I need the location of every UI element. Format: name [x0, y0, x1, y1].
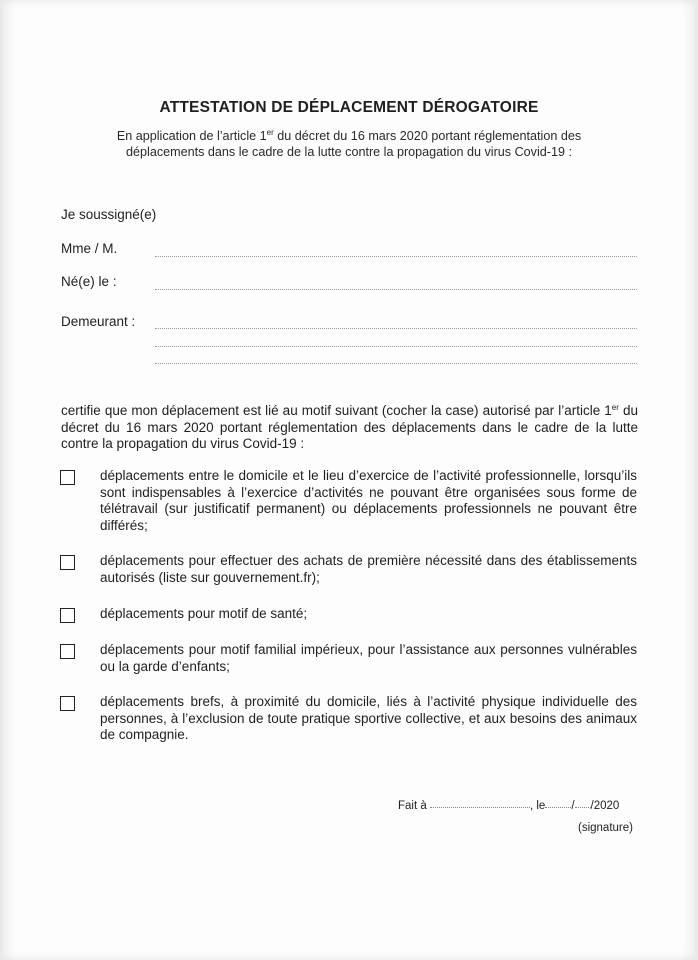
address-field-line-1[interactable] [155, 328, 637, 329]
year-value: /2020 [590, 800, 620, 812]
reason-checkbox-shopping[interactable] [60, 555, 75, 570]
subtitle-line-2: déplacements dans le cadre de la lutte contre la propagation du virus Covid-19 : [126, 145, 572, 159]
birth-date-label: Né(e) le : [61, 274, 117, 289]
certification-intro-end: du décret du 16 mars 2020 portant réglementation des déplacements dans le cadre de la lutte contre la propagation du virus Covid-19 : [61, 403, 638, 451]
document-title: ATTESTATION DE DÉPLACEMENT DÉROGATOIRE [159, 99, 539, 116]
undersigned-label: Je soussigné(e) [61, 207, 157, 222]
month-field[interactable] [575, 807, 591, 808]
reason-text-family: déplacements pour motif familial impérieux, pour l’assistance aux personnes vulnérables ou la garde d’enfants; [100, 642, 637, 674]
subtitle-line-1-start: En application de l’article 1 [116, 129, 267, 143]
subtitle-superscript: er [266, 128, 274, 137]
reason-checkbox-health[interactable] [60, 608, 75, 623]
place-field[interactable] [430, 807, 530, 808]
reason-checkbox-work[interactable] [60, 470, 75, 485]
address-field-line-2[interactable] [155, 346, 637, 347]
signature-place-date [398, 800, 619, 812]
address-label: Demeurant : [61, 314, 136, 329]
address-field-line-3[interactable] [155, 363, 637, 364]
place-label: Fait à [398, 800, 427, 812]
reason-text-work: déplacements entre le domicile et le lieu d’exercice de l’activité professionnelle, lorsqu’ils sont indispensables à l’exercice d’activités ne pouvant être organisées sous forme de télétravail (sur justificatif permanent) ou déplacements professionnels ne pouvant être différés; [100, 468, 637, 533]
signature-label: (signature) [578, 822, 633, 834]
birth-date-field[interactable] [155, 289, 637, 290]
reason-checkbox-family[interactable] [60, 644, 75, 659]
subtitle-line-1-end: du décret du 16 mars 2020 portant réglementation des [273, 129, 582, 143]
name-field[interactable] [155, 256, 637, 257]
reason-text-exercise: déplacements brefs, à proximité du domicile, liés à l’activité physique individuelle des personnes, à l’exclusion de toute pratique sportive collective, et aux besoins des animaux de compagnie. [100, 694, 637, 742]
day-field[interactable] [545, 807, 571, 808]
certification-superscript: er [611, 403, 619, 412]
certification-intro-start: certifie que mon déplacement est lié au motif suivant (cocher la case) autorisé par l’article 1 [61, 403, 612, 418]
date-separator: / [571, 800, 575, 812]
name-label: Mme / M. [61, 241, 118, 256]
subtitle-line-1 [0, 128, 698, 144]
document-subtitle [0, 128, 698, 160]
reason-checkbox-exercise[interactable] [60, 696, 75, 711]
certification-intro [61, 403, 638, 453]
reason-text-health: déplacements pour motif de santé; [100, 606, 308, 621]
date-label: , le [529, 800, 546, 812]
reason-text-shopping: déplacements pour effectuer des achats de première nécessité dans des établissements autorisés (liste sur gouvernement.fr); [100, 553, 637, 585]
